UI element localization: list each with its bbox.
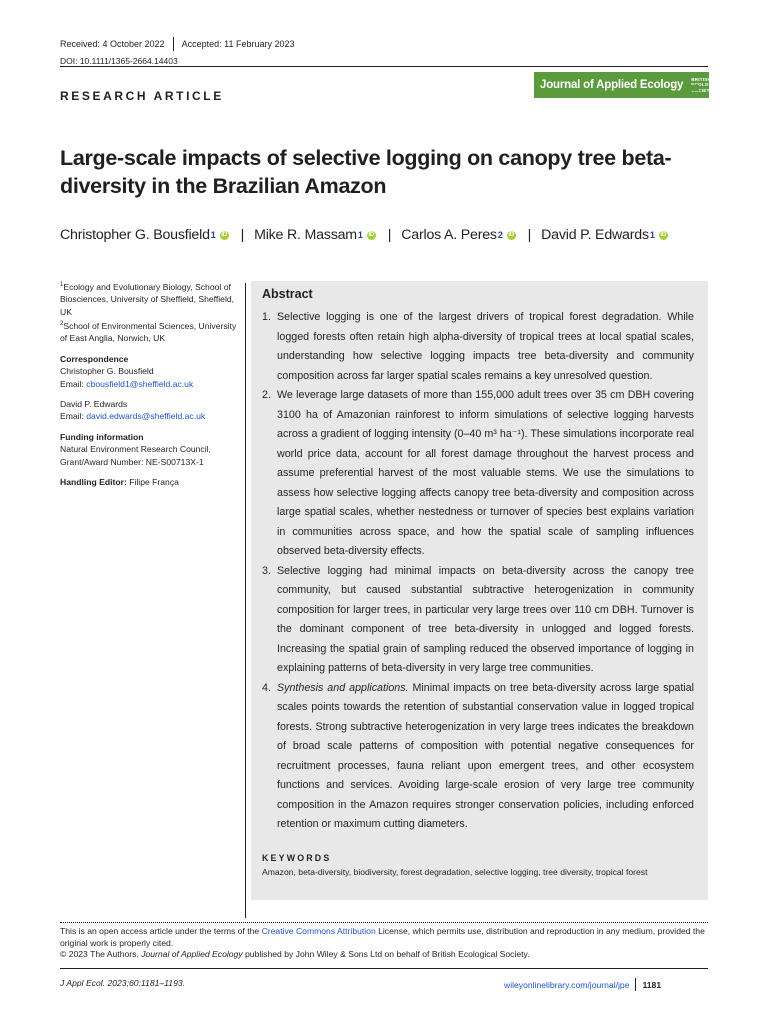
correspondence-heading: Correspondence (60, 353, 129, 364)
license-link[interactable]: Creative Commons Attribution (261, 926, 376, 936)
abstract-item: 1. Selective logging is one of the largest drivers of tropical forest degradation. While logged forests often retain high alpha-diversity of tropical trees at local spatial scales, understanding how selective logging impacts tree beta-diversity and community composition across far larger spatial scales remains a key unresolved question. (262, 311, 694, 382)
abstract-heading: Abstract (262, 287, 313, 301)
author-list (60, 227, 670, 243)
author-name[interactable]: Carlos A. Peres (401, 227, 497, 243)
doi[interactable]: DOI: 10.1111/1365-2664.14403 (60, 56, 178, 66)
funding-heading: Funding information (60, 431, 144, 442)
affiliation-marker: 1 (210, 230, 216, 240)
accepted-date: Accepted: 11 February 2023 (181, 39, 295, 49)
author-separator: | (240, 227, 245, 243)
affiliation-marker: 1 (357, 230, 363, 240)
license-divider (60, 922, 708, 923)
orcid-icon[interactable]: iD (221, 231, 227, 238)
email-link[interactable]: cbousfield1@sheffield.ac.uk (86, 378, 194, 389)
affiliation-marker: 1 (649, 230, 655, 240)
article-dates (60, 37, 294, 51)
article-title: Large-scale impacts of selective logging on canopy tree beta-diversity in the Brazilian Amazon (60, 146, 672, 198)
author-name[interactable]: David P. Edwards (541, 227, 649, 243)
footer-separator (635, 978, 636, 991)
license-text: This is an open access article under the terms of the Creative Commons Attribution License, which permits use, distribution and reproduction in any medium, provided the original work is properly cited. © 2023 The Authors. Journal of Applied Ecology published by John Wiley & Sons Ltd on behalf of British Ecological Society. (60, 926, 705, 960)
orcid-icon[interactable]: iD (660, 231, 666, 238)
orcid-icon[interactable]: iD (368, 231, 375, 238)
article-type: RESEARCH ARTICLE (60, 89, 224, 103)
handling-editor: Handling Editor: Filipe França (60, 477, 179, 487)
journal-name: Journal of Applied Ecology (540, 79, 684, 91)
footer-right (504, 978, 661, 991)
date-separator (173, 37, 174, 51)
author-name[interactable]: Mike R. Massam (254, 227, 357, 243)
keywords-heading: KEYWORDS (262, 853, 332, 863)
affiliation-2: $^2$School of Environmental Sciences, University of East Anglia, Norwich, UK (60, 320, 237, 344)
affiliation-1: $^1$Ecology and Evolutionary Biology, School of Biosciences, University of Sheffield, Sheffield, UK (60, 281, 235, 317)
received-date: Received: 4 October 2022 (60, 39, 165, 49)
abstract-item: 4. Synthesis and applications. Minimal impacts on tree beta-diversity across large spatial scales points towards the retention of substantial conservation value in logged tropical forests. Strong subtractive heterogenization in very large trees indicates the breakdown of broad scale patterns of composition with potential negative consequences for recruitment processes, fauna reliant upon emergent trees, and other ecosystem functions and services. Avoiding large-scale erosion of very large tree community composition in the Amazon requires stronger conservation policies, including enforced retention or maximum cutting diameters. (262, 681, 694, 830)
author-separator: | (387, 227, 392, 243)
keywords-list: Amazon, beta-diversity, biodiversity, forest degradation, selective logging, tree diversity, tropical forest (262, 867, 648, 877)
author-name[interactable]: Christopher G. Bousfield (60, 227, 210, 243)
correspondent-name: Christopher G. Bousfield (60, 366, 154, 377)
journal-url-link[interactable]: wileyonlinelibrary.com/journal/jpe (504, 979, 630, 990)
abstract-item: 3. Selective logging had minimal impacts on beta-diversity across the canopy tree community, but caused substantial subtractive heterogenization in community composition for larger trees, in particular very large trees over 110 cm DBH. Turnover is the dominant component of tree beta-diversity in unlogged and logged forests. Increasing the spatial grain of sampling reduced the observed importance of logging in explaining patterns of beta-diversity in very large tree communities. (262, 564, 694, 674)
footer-rule (60, 968, 708, 969)
author-separator: | (527, 227, 532, 243)
email-link[interactable]: david.edwards@sheffield.ac.uk (86, 411, 206, 422)
header-rule (60, 66, 708, 67)
journal-badge[interactable] (534, 72, 724, 98)
correspondent-name: David P. Edwards (60, 398, 128, 409)
abstract-list (262, 308, 694, 835)
journal-citation: J Appl Ecol. 2023;60:1181–1193. (60, 978, 186, 988)
article-sidebar: $^1$Ecology and Evolutionary Biology, School of Biosciences, University of Sheffield, Sheffield, UK $^2$School of Environmental Sciences, University of East Anglia, Norwich, UK Correspondence Christopher G. Bousfield Email: cbousfield1@sheffield.ac.uk David P. Edwards Email: david.edwards@sheffield.ac.uk Funding information Natural Environment Research Council, Grant/Award Number: NE-S00713X-1 Handling Editor: Filipe França (60, 279, 238, 488)
orcid-icon[interactable]: iD (508, 231, 514, 238)
affiliation-marker: 2 (497, 230, 503, 240)
society-name: BRITISH ECOLOGICAL SOCIETY (691, 77, 724, 93)
abstract-item: 2. We leverage large datasets of more than 155,000 adult trees over 35 cm DBH covering 3100 ha of Amazonian rainforest to inform simulations of selective logging harvests across a gradient of logging intensity (0–40 m³ ha⁻¹). These simulations incorporate real world price data, account for all forest damage throughout the harvest process and assume preferential harvest of the most valuable stems. We use the simulations to assess how selective logging affects canopy tree beta-diversity and composition across large spatial scales, whether nestedness or turnover of species best explains variation in communities across space, and how the spatial scale of sampling influences observed beta-diversity effects. (262, 389, 694, 557)
page-number: 1181 (642, 979, 662, 990)
funding-text: Natural Environment Research Council, Grant/Award Number: NE-S00713X-1 (60, 444, 211, 467)
column-divider (245, 283, 246, 918)
